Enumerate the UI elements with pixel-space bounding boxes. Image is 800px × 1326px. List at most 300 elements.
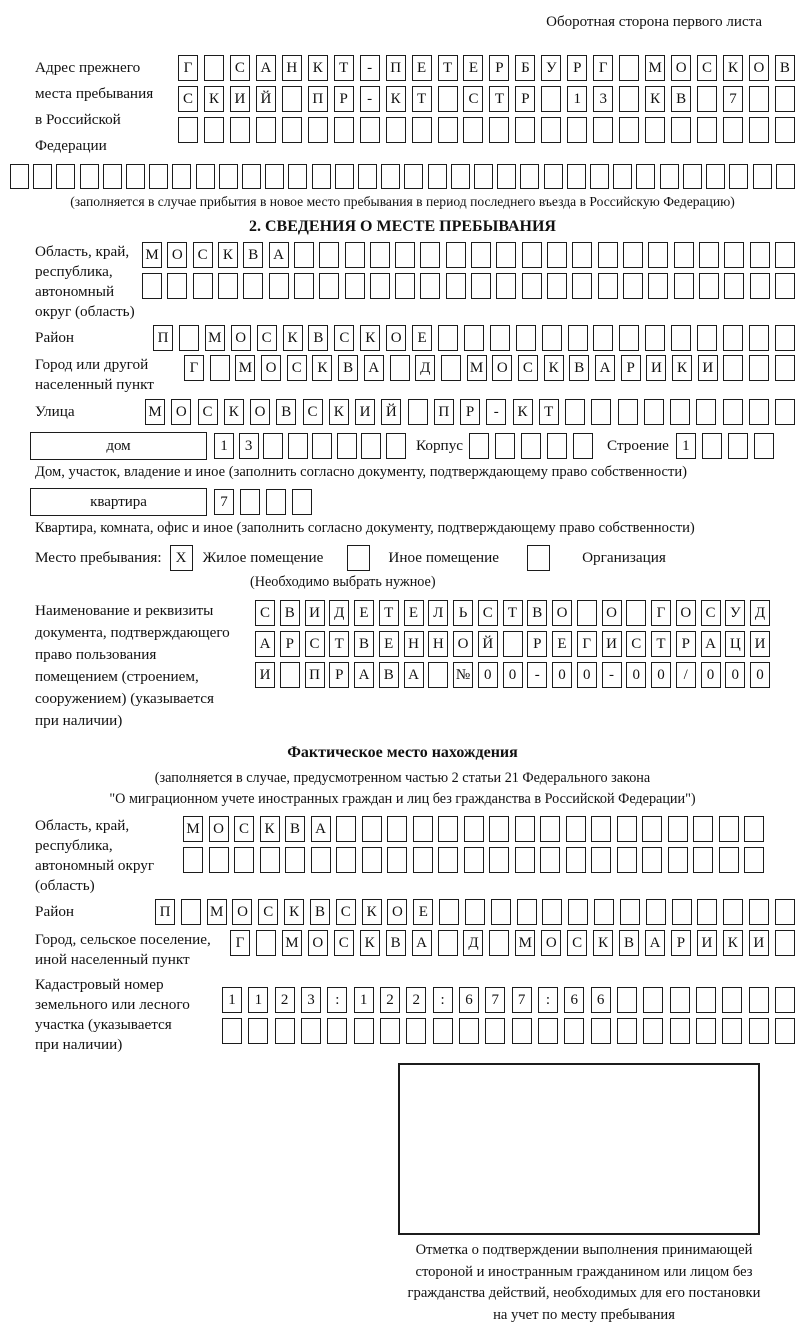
char-cell[interactable]	[591, 816, 611, 842]
char-cell[interactable]	[219, 164, 238, 189]
char-cell[interactable]	[643, 1018, 663, 1044]
char-cell[interactable]: О	[232, 899, 252, 925]
char-cell[interactable]	[723, 325, 743, 351]
char-cell[interactable]: С	[287, 355, 307, 381]
char-cell[interactable]: М	[467, 355, 487, 381]
char-cell[interactable]: С	[478, 600, 498, 626]
char-cell[interactable]	[149, 164, 168, 189]
checkbox-residential[interactable]: X	[170, 545, 193, 571]
char-cell[interactable]	[617, 987, 637, 1013]
char-cell[interactable]	[459, 1018, 479, 1044]
char-cell[interactable]: 1	[676, 433, 696, 459]
char-cell[interactable]	[248, 1018, 268, 1044]
char-cell[interactable]	[749, 117, 769, 143]
char-cell[interactable]	[381, 164, 400, 189]
char-cell[interactable]	[193, 273, 213, 299]
char-cell[interactable]	[619, 325, 639, 351]
char-cell[interactable]	[386, 433, 406, 459]
char-cell[interactable]	[522, 242, 542, 268]
char-cell[interactable]	[775, 355, 795, 381]
char-cell[interactable]: М	[205, 325, 225, 351]
char-cell[interactable]: К	[723, 55, 743, 81]
char-cell[interactable]: С	[567, 930, 587, 956]
char-cell[interactable]	[619, 86, 639, 112]
char-cell[interactable]	[754, 433, 774, 459]
char-cell[interactable]: Р	[527, 631, 547, 657]
char-cell[interactable]: /	[676, 662, 696, 688]
char-cell[interactable]	[594, 899, 614, 925]
char-cell[interactable]: Р	[567, 55, 587, 81]
char-cell[interactable]: С	[336, 899, 356, 925]
char-cell[interactable]: К	[312, 355, 332, 381]
char-cell[interactable]: М	[645, 55, 665, 81]
char-cell[interactable]: У	[725, 600, 745, 626]
char-cell[interactable]: О	[387, 899, 407, 925]
char-cell[interactable]: Н	[404, 631, 424, 657]
char-cell[interactable]	[670, 1018, 690, 1044]
char-cell[interactable]: В	[354, 631, 374, 657]
char-cell[interactable]	[516, 325, 536, 351]
char-cell[interactable]: К	[224, 399, 244, 425]
char-cell[interactable]: А	[256, 55, 276, 81]
char-cell[interactable]: У	[541, 55, 561, 81]
char-cell[interactable]: П	[155, 899, 175, 925]
char-cell[interactable]	[617, 847, 637, 873]
char-cell[interactable]: 1	[248, 987, 268, 1013]
char-cell[interactable]	[441, 355, 461, 381]
char-cell[interactable]	[336, 816, 356, 842]
char-cell[interactable]	[619, 55, 639, 81]
char-cell[interactable]: В	[285, 816, 305, 842]
char-cell[interactable]	[209, 847, 229, 873]
char-cell[interactable]	[263, 433, 283, 459]
char-cell[interactable]	[80, 164, 99, 189]
char-cell[interactable]: С	[303, 399, 323, 425]
char-cell[interactable]: О	[602, 600, 622, 626]
char-cell[interactable]: А	[269, 242, 289, 268]
char-cell[interactable]: К	[360, 325, 380, 351]
char-cell[interactable]: Е	[404, 600, 424, 626]
char-cell[interactable]	[619, 117, 639, 143]
char-cell[interactable]	[395, 273, 415, 299]
char-cell[interactable]	[387, 847, 407, 873]
char-cell[interactable]: О	[492, 355, 512, 381]
char-cell[interactable]	[218, 273, 238, 299]
char-cell[interactable]: И	[255, 662, 275, 688]
char-cell[interactable]: -	[486, 399, 506, 425]
char-cell[interactable]	[428, 164, 447, 189]
char-cell[interactable]	[775, 930, 795, 956]
char-cell[interactable]: П	[308, 86, 328, 112]
char-cell[interactable]: 2	[275, 987, 295, 1013]
char-cell[interactable]: С	[258, 899, 278, 925]
char-cell[interactable]: -	[360, 86, 380, 112]
char-cell[interactable]: О	[209, 816, 229, 842]
char-cell[interactable]	[723, 899, 743, 925]
char-cell[interactable]: -	[527, 662, 547, 688]
char-cell[interactable]: К	[672, 355, 692, 381]
char-cell[interactable]	[648, 273, 668, 299]
char-cell[interactable]	[438, 930, 458, 956]
char-cell[interactable]	[668, 816, 688, 842]
char-cell[interactable]: К	[218, 242, 238, 268]
char-cell[interactable]	[167, 273, 187, 299]
char-cell[interactable]: О	[541, 930, 561, 956]
char-cell[interactable]	[724, 242, 744, 268]
char-cell[interactable]	[573, 433, 593, 459]
char-cell[interactable]	[33, 164, 52, 189]
char-cell[interactable]: 0	[478, 662, 498, 688]
char-cell[interactable]	[446, 242, 466, 268]
char-cell[interactable]: 1	[214, 433, 234, 459]
char-cell[interactable]	[645, 117, 665, 143]
char-cell[interactable]: 0	[503, 662, 523, 688]
char-cell[interactable]	[722, 987, 742, 1013]
char-cell[interactable]	[404, 164, 423, 189]
char-cell[interactable]: Т	[334, 55, 354, 81]
char-cell[interactable]	[683, 164, 702, 189]
char-cell[interactable]: Р	[334, 86, 354, 112]
char-cell[interactable]	[648, 242, 668, 268]
char-cell[interactable]: 6	[591, 987, 611, 1013]
char-cell[interactable]: О	[386, 325, 406, 351]
char-cell[interactable]: С	[626, 631, 646, 657]
char-cell[interactable]	[319, 273, 339, 299]
char-cell[interactable]	[336, 847, 356, 873]
char-cell[interactable]	[541, 117, 561, 143]
char-cell[interactable]	[266, 489, 286, 515]
char-cell[interactable]	[749, 987, 769, 1013]
char-cell[interactable]: И	[646, 355, 666, 381]
char-cell[interactable]: В	[276, 399, 296, 425]
char-cell[interactable]: Р	[329, 662, 349, 688]
char-cell[interactable]	[469, 433, 489, 459]
char-cell[interactable]: 2	[380, 987, 400, 1013]
char-cell[interactable]	[204, 117, 224, 143]
char-cell[interactable]: Т	[489, 86, 509, 112]
char-cell[interactable]: В	[310, 899, 330, 925]
char-cell[interactable]: :	[538, 987, 558, 1013]
char-cell[interactable]	[312, 433, 332, 459]
char-cell[interactable]: Г	[178, 55, 198, 81]
char-cell[interactable]: С	[518, 355, 538, 381]
char-cell[interactable]: 0	[725, 662, 745, 688]
char-cell[interactable]	[775, 899, 795, 925]
char-cell[interactable]: С	[701, 600, 721, 626]
char-cell[interactable]	[517, 899, 537, 925]
char-cell[interactable]	[56, 164, 75, 189]
char-cell[interactable]	[210, 355, 230, 381]
char-cell[interactable]	[744, 847, 764, 873]
char-cell[interactable]: К	[723, 930, 743, 956]
char-cell[interactable]: Р	[621, 355, 641, 381]
char-cell[interactable]	[345, 273, 365, 299]
char-cell[interactable]: В	[379, 662, 399, 688]
char-cell[interactable]: Т	[651, 631, 671, 657]
char-cell[interactable]	[370, 242, 390, 268]
char-cell[interactable]: 0	[701, 662, 721, 688]
char-cell[interactable]	[598, 273, 618, 299]
char-cell[interactable]	[568, 899, 588, 925]
char-cell[interactable]: К	[544, 355, 564, 381]
char-cell[interactable]: Ц	[725, 631, 745, 657]
char-cell[interactable]	[265, 164, 284, 189]
char-cell[interactable]	[693, 816, 713, 842]
char-cell[interactable]	[269, 273, 289, 299]
char-cell[interactable]: В	[338, 355, 358, 381]
char-cell[interactable]	[438, 847, 458, 873]
char-cell[interactable]	[240, 489, 260, 515]
char-cell[interactable]: Д	[463, 930, 483, 956]
char-cell[interactable]: Е	[552, 631, 572, 657]
char-cell[interactable]: Т	[329, 631, 349, 657]
char-cell[interactable]: А	[595, 355, 615, 381]
char-cell[interactable]	[412, 117, 432, 143]
char-cell[interactable]	[541, 86, 561, 112]
char-cell[interactable]	[489, 816, 509, 842]
char-cell[interactable]: И	[355, 399, 375, 425]
char-cell[interactable]	[577, 600, 597, 626]
char-cell[interactable]	[386, 117, 406, 143]
char-cell[interactable]: С	[305, 631, 325, 657]
char-cell[interactable]	[433, 1018, 453, 1044]
char-cell[interactable]: И	[602, 631, 622, 657]
char-cell[interactable]: 0	[577, 662, 597, 688]
char-cell[interactable]	[103, 164, 122, 189]
char-cell[interactable]: К	[204, 86, 224, 112]
char-cell[interactable]	[485, 1018, 505, 1044]
char-cell[interactable]	[724, 273, 744, 299]
char-cell[interactable]: №	[453, 662, 473, 688]
char-cell[interactable]: 7	[214, 489, 234, 515]
char-cell[interactable]: М	[183, 816, 203, 842]
char-cell[interactable]	[222, 1018, 242, 1044]
char-cell[interactable]	[722, 1018, 742, 1044]
char-cell[interactable]	[568, 325, 588, 351]
char-cell[interactable]: О	[250, 399, 270, 425]
char-cell[interactable]	[311, 847, 331, 873]
char-cell[interactable]	[620, 899, 640, 925]
char-cell[interactable]: К	[283, 325, 303, 351]
char-cell[interactable]	[591, 1018, 611, 1044]
char-cell[interactable]: 6	[564, 987, 584, 1013]
char-cell[interactable]	[775, 399, 795, 425]
char-cell[interactable]	[702, 433, 722, 459]
char-cell[interactable]	[775, 987, 795, 1013]
char-cell[interactable]: П	[434, 399, 454, 425]
checkbox-organization[interactable]	[527, 545, 550, 571]
char-cell[interactable]: К	[260, 816, 280, 842]
char-cell[interactable]	[693, 847, 713, 873]
char-cell[interactable]	[428, 662, 448, 688]
char-cell[interactable]	[334, 117, 354, 143]
char-cell[interactable]	[380, 1018, 400, 1044]
char-cell[interactable]	[591, 847, 611, 873]
char-cell[interactable]	[172, 164, 191, 189]
char-cell[interactable]	[567, 117, 587, 143]
char-cell[interactable]	[566, 816, 586, 842]
char-cell[interactable]: К	[645, 86, 665, 112]
char-cell[interactable]	[439, 899, 459, 925]
char-cell[interactable]	[567, 164, 586, 189]
char-cell[interactable]	[547, 242, 567, 268]
char-cell[interactable]: В	[619, 930, 639, 956]
char-cell[interactable]	[489, 847, 509, 873]
char-cell[interactable]: Р	[515, 86, 535, 112]
char-cell[interactable]	[243, 273, 263, 299]
char-cell[interactable]: В	[569, 355, 589, 381]
char-cell[interactable]	[413, 816, 433, 842]
char-cell[interactable]	[660, 164, 679, 189]
char-cell[interactable]	[327, 1018, 347, 1044]
char-cell[interactable]	[512, 1018, 532, 1044]
char-cell[interactable]	[181, 899, 201, 925]
char-cell[interactable]: Й	[478, 631, 498, 657]
char-cell[interactable]	[496, 273, 516, 299]
char-cell[interactable]: И	[697, 930, 717, 956]
char-cell[interactable]: К	[362, 899, 382, 925]
char-cell[interactable]	[696, 399, 716, 425]
char-cell[interactable]: К	[386, 86, 406, 112]
char-cell[interactable]	[672, 899, 692, 925]
char-cell[interactable]: А	[364, 355, 384, 381]
char-cell[interactable]	[723, 355, 743, 381]
char-cell[interactable]	[489, 117, 509, 143]
char-cell[interactable]	[495, 433, 515, 459]
char-cell[interactable]: 3	[301, 987, 321, 1013]
char-cell[interactable]	[623, 242, 643, 268]
char-cell[interactable]	[617, 816, 637, 842]
char-cell[interactable]	[697, 325, 717, 351]
char-cell[interactable]	[572, 273, 592, 299]
char-cell[interactable]	[644, 399, 664, 425]
char-cell[interactable]: 0	[626, 662, 646, 688]
char-cell[interactable]: О	[749, 55, 769, 81]
char-cell[interactable]: К	[513, 399, 533, 425]
char-cell[interactable]: Л	[428, 600, 448, 626]
char-cell[interactable]: Д	[329, 600, 349, 626]
char-cell[interactable]: С	[234, 816, 254, 842]
char-cell[interactable]	[464, 325, 484, 351]
char-cell[interactable]: О	[308, 930, 328, 956]
char-cell[interactable]: К	[593, 930, 613, 956]
char-cell[interactable]	[538, 1018, 558, 1044]
char-cell[interactable]: С	[198, 399, 218, 425]
char-cell[interactable]	[674, 242, 694, 268]
char-cell[interactable]	[275, 1018, 295, 1044]
char-cell[interactable]	[490, 325, 510, 351]
char-cell[interactable]: Т	[438, 55, 458, 81]
char-cell[interactable]	[590, 164, 609, 189]
char-cell[interactable]: Р	[676, 631, 696, 657]
char-cell[interactable]: Т	[503, 600, 523, 626]
char-cell[interactable]: 3	[593, 86, 613, 112]
char-cell[interactable]	[775, 1018, 795, 1044]
char-cell[interactable]: Р	[460, 399, 480, 425]
char-cell[interactable]	[749, 325, 769, 351]
char-cell[interactable]	[753, 164, 772, 189]
char-cell[interactable]	[706, 164, 725, 189]
char-cell[interactable]	[420, 242, 440, 268]
char-cell[interactable]: П	[305, 662, 325, 688]
char-cell[interactable]	[362, 847, 382, 873]
char-cell[interactable]	[749, 399, 769, 425]
char-cell[interactable]: О	[171, 399, 191, 425]
char-cell[interactable]	[749, 899, 769, 925]
char-cell[interactable]	[489, 930, 509, 956]
char-cell[interactable]	[360, 117, 380, 143]
char-cell[interactable]: А	[412, 930, 432, 956]
char-cell[interactable]	[408, 399, 428, 425]
char-cell[interactable]: М	[282, 930, 302, 956]
char-cell[interactable]: Г	[651, 600, 671, 626]
char-cell[interactable]	[626, 600, 646, 626]
char-cell[interactable]: Й	[381, 399, 401, 425]
char-cell[interactable]: Е	[463, 55, 483, 81]
char-cell[interactable]	[593, 117, 613, 143]
char-cell[interactable]: Р	[280, 631, 300, 657]
char-cell[interactable]: :	[327, 987, 347, 1013]
char-cell[interactable]	[775, 86, 795, 112]
char-cell[interactable]	[446, 273, 466, 299]
char-cell[interactable]	[451, 164, 470, 189]
char-cell[interactable]: 7	[512, 987, 532, 1013]
char-cell[interactable]	[10, 164, 29, 189]
char-cell[interactable]	[234, 847, 254, 873]
char-cell[interactable]: Е	[354, 600, 374, 626]
char-cell[interactable]	[719, 847, 739, 873]
char-cell[interactable]	[256, 117, 276, 143]
char-cell[interactable]	[464, 816, 484, 842]
char-cell[interactable]: М	[145, 399, 165, 425]
char-cell[interactable]: В	[527, 600, 547, 626]
char-cell[interactable]: В	[671, 86, 691, 112]
char-cell[interactable]	[775, 242, 795, 268]
char-cell[interactable]: П	[153, 325, 173, 351]
char-cell[interactable]: А	[701, 631, 721, 657]
checkbox-other-premises[interactable]	[347, 545, 370, 571]
char-cell[interactable]: Г	[593, 55, 613, 81]
char-cell[interactable]	[178, 117, 198, 143]
char-cell[interactable]: Н	[428, 631, 448, 657]
char-cell[interactable]	[126, 164, 145, 189]
char-cell[interactable]: И	[698, 355, 718, 381]
char-cell[interactable]	[564, 1018, 584, 1044]
char-cell[interactable]: В	[386, 930, 406, 956]
char-cell[interactable]	[362, 816, 382, 842]
char-cell[interactable]	[642, 847, 662, 873]
char-cell[interactable]: К	[360, 930, 380, 956]
char-cell[interactable]: В	[775, 55, 795, 81]
char-cell[interactable]: С	[257, 325, 277, 351]
char-cell[interactable]: А	[645, 930, 665, 956]
char-cell[interactable]	[301, 1018, 321, 1044]
char-cell[interactable]: И	[749, 930, 769, 956]
char-cell[interactable]: О	[261, 355, 281, 381]
char-cell[interactable]	[636, 164, 655, 189]
char-cell[interactable]	[750, 242, 770, 268]
char-cell[interactable]	[697, 117, 717, 143]
char-cell[interactable]	[699, 242, 719, 268]
char-cell[interactable]	[723, 399, 743, 425]
char-cell[interactable]	[520, 164, 539, 189]
char-cell[interactable]	[728, 433, 748, 459]
char-cell[interactable]	[775, 117, 795, 143]
char-cell[interactable]: С	[697, 55, 717, 81]
char-cell[interactable]	[671, 117, 691, 143]
char-cell[interactable]: О	[167, 242, 187, 268]
char-cell[interactable]	[723, 117, 743, 143]
